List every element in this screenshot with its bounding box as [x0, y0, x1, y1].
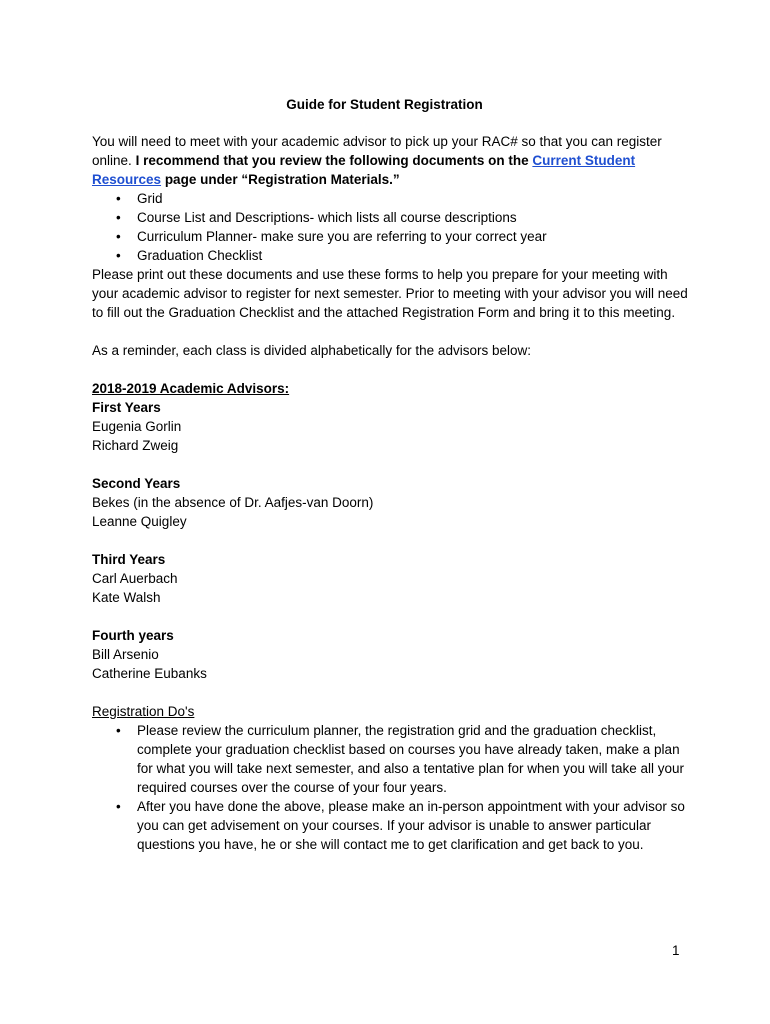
intro-bold-text: I recommend that you review the following documents on the — [135, 153, 529, 168]
list-item — [92, 208, 692, 227]
intro-paragraph — [92, 132, 692, 189]
advisors-heading: 2018-2019 Academic Advisors: — [92, 381, 290, 396]
group-label: Fourth years — [92, 628, 174, 643]
registration-dos-list — [92, 721, 692, 854]
advisor-name: Catherine Eubanks — [92, 666, 207, 681]
list-item — [92, 246, 692, 265]
document-title: Guide for Student Registration — [286, 97, 483, 112]
advisor-group-third-years — [92, 550, 692, 607]
bullet-icon: • — [116, 799, 121, 814]
advisor-group-fourth-years — [92, 626, 692, 683]
intro-plain-text: You will need to meet with your academic advisor to pick up your RAC# so that you can register online. — [92, 134, 662, 168]
advisor-name: Leanne Quigley — [92, 514, 187, 529]
list-item — [92, 721, 692, 797]
list-item-text: Graduation Checklist — [137, 248, 263, 263]
advisor-group-first-years — [92, 398, 692, 455]
reminder-paragraph: As a reminder, each class is divided alphabetically for the advisors below: — [92, 343, 531, 358]
list-item — [92, 797, 692, 854]
advisor-name: Eugenia Gorlin — [92, 419, 182, 434]
group-label: Third Years — [92, 552, 166, 567]
advisor-name: Bekes (in the absence of Dr. Aafjes-van Doorn) — [92, 495, 374, 510]
bullet-icon: • — [116, 229, 121, 244]
list-item — [92, 227, 692, 246]
advisor-name: Bill Arsenio — [92, 647, 159, 662]
list-item-text: Curriculum Planner- make sure you are referring to your correct year — [137, 229, 547, 244]
group-label: First Years — [92, 400, 161, 415]
documents-list — [92, 189, 692, 265]
link-text-part-1: Current Student — [532, 153, 636, 168]
bullet-icon: • — [116, 210, 121, 225]
group-label: Second Years — [92, 476, 181, 491]
page-number: 1 — [672, 943, 680, 958]
registration-dos-heading: Registration Do's — [92, 704, 195, 719]
advisor-group-second-years — [92, 474, 692, 531]
document-body — [92, 95, 692, 854]
link-text-part-2: Resources — [92, 172, 162, 187]
advisor-name: Kate Walsh — [92, 590, 161, 605]
advisor-name: Carl Auerbach — [92, 571, 178, 586]
advisor-name: Richard Zweig — [92, 438, 179, 453]
list-item-text: Please review the curriculum planner, the registration grid and the graduation checklist, complete your graduation checklist based on courses you have already taken, make a plan for what you will take next semester, and also a tentative plan for when you will take all your required courses over the course of your four years. — [137, 723, 685, 795]
bullet-icon: • — [116, 248, 121, 263]
list-item-text: Grid — [137, 191, 163, 206]
intro-bold-text-end: page under “Registration Materials.” — [164, 172, 400, 187]
bullet-icon: • — [116, 191, 121, 206]
list-item-text: Course List and Descriptions- which lists all course descriptions — [137, 210, 517, 225]
bullet-icon: • — [116, 723, 121, 738]
list-item-text: After you have done the above, please make an in-person appointment with your advisor so you can get advisement on your courses. If your advisor is unable to answer particular questions you have, he or she will contact me to get clarification and get back to you. — [137, 799, 685, 852]
instructions-paragraph: Please print out these documents and use these forms to help you prepare for your meeting with your academic advisor to register for next semester. Prior to meeting with your advisor you will need to fill out the Graduation Checklist and the attached Registration Form and bring it to this meeting. — [92, 267, 688, 320]
list-item — [92, 189, 692, 208]
